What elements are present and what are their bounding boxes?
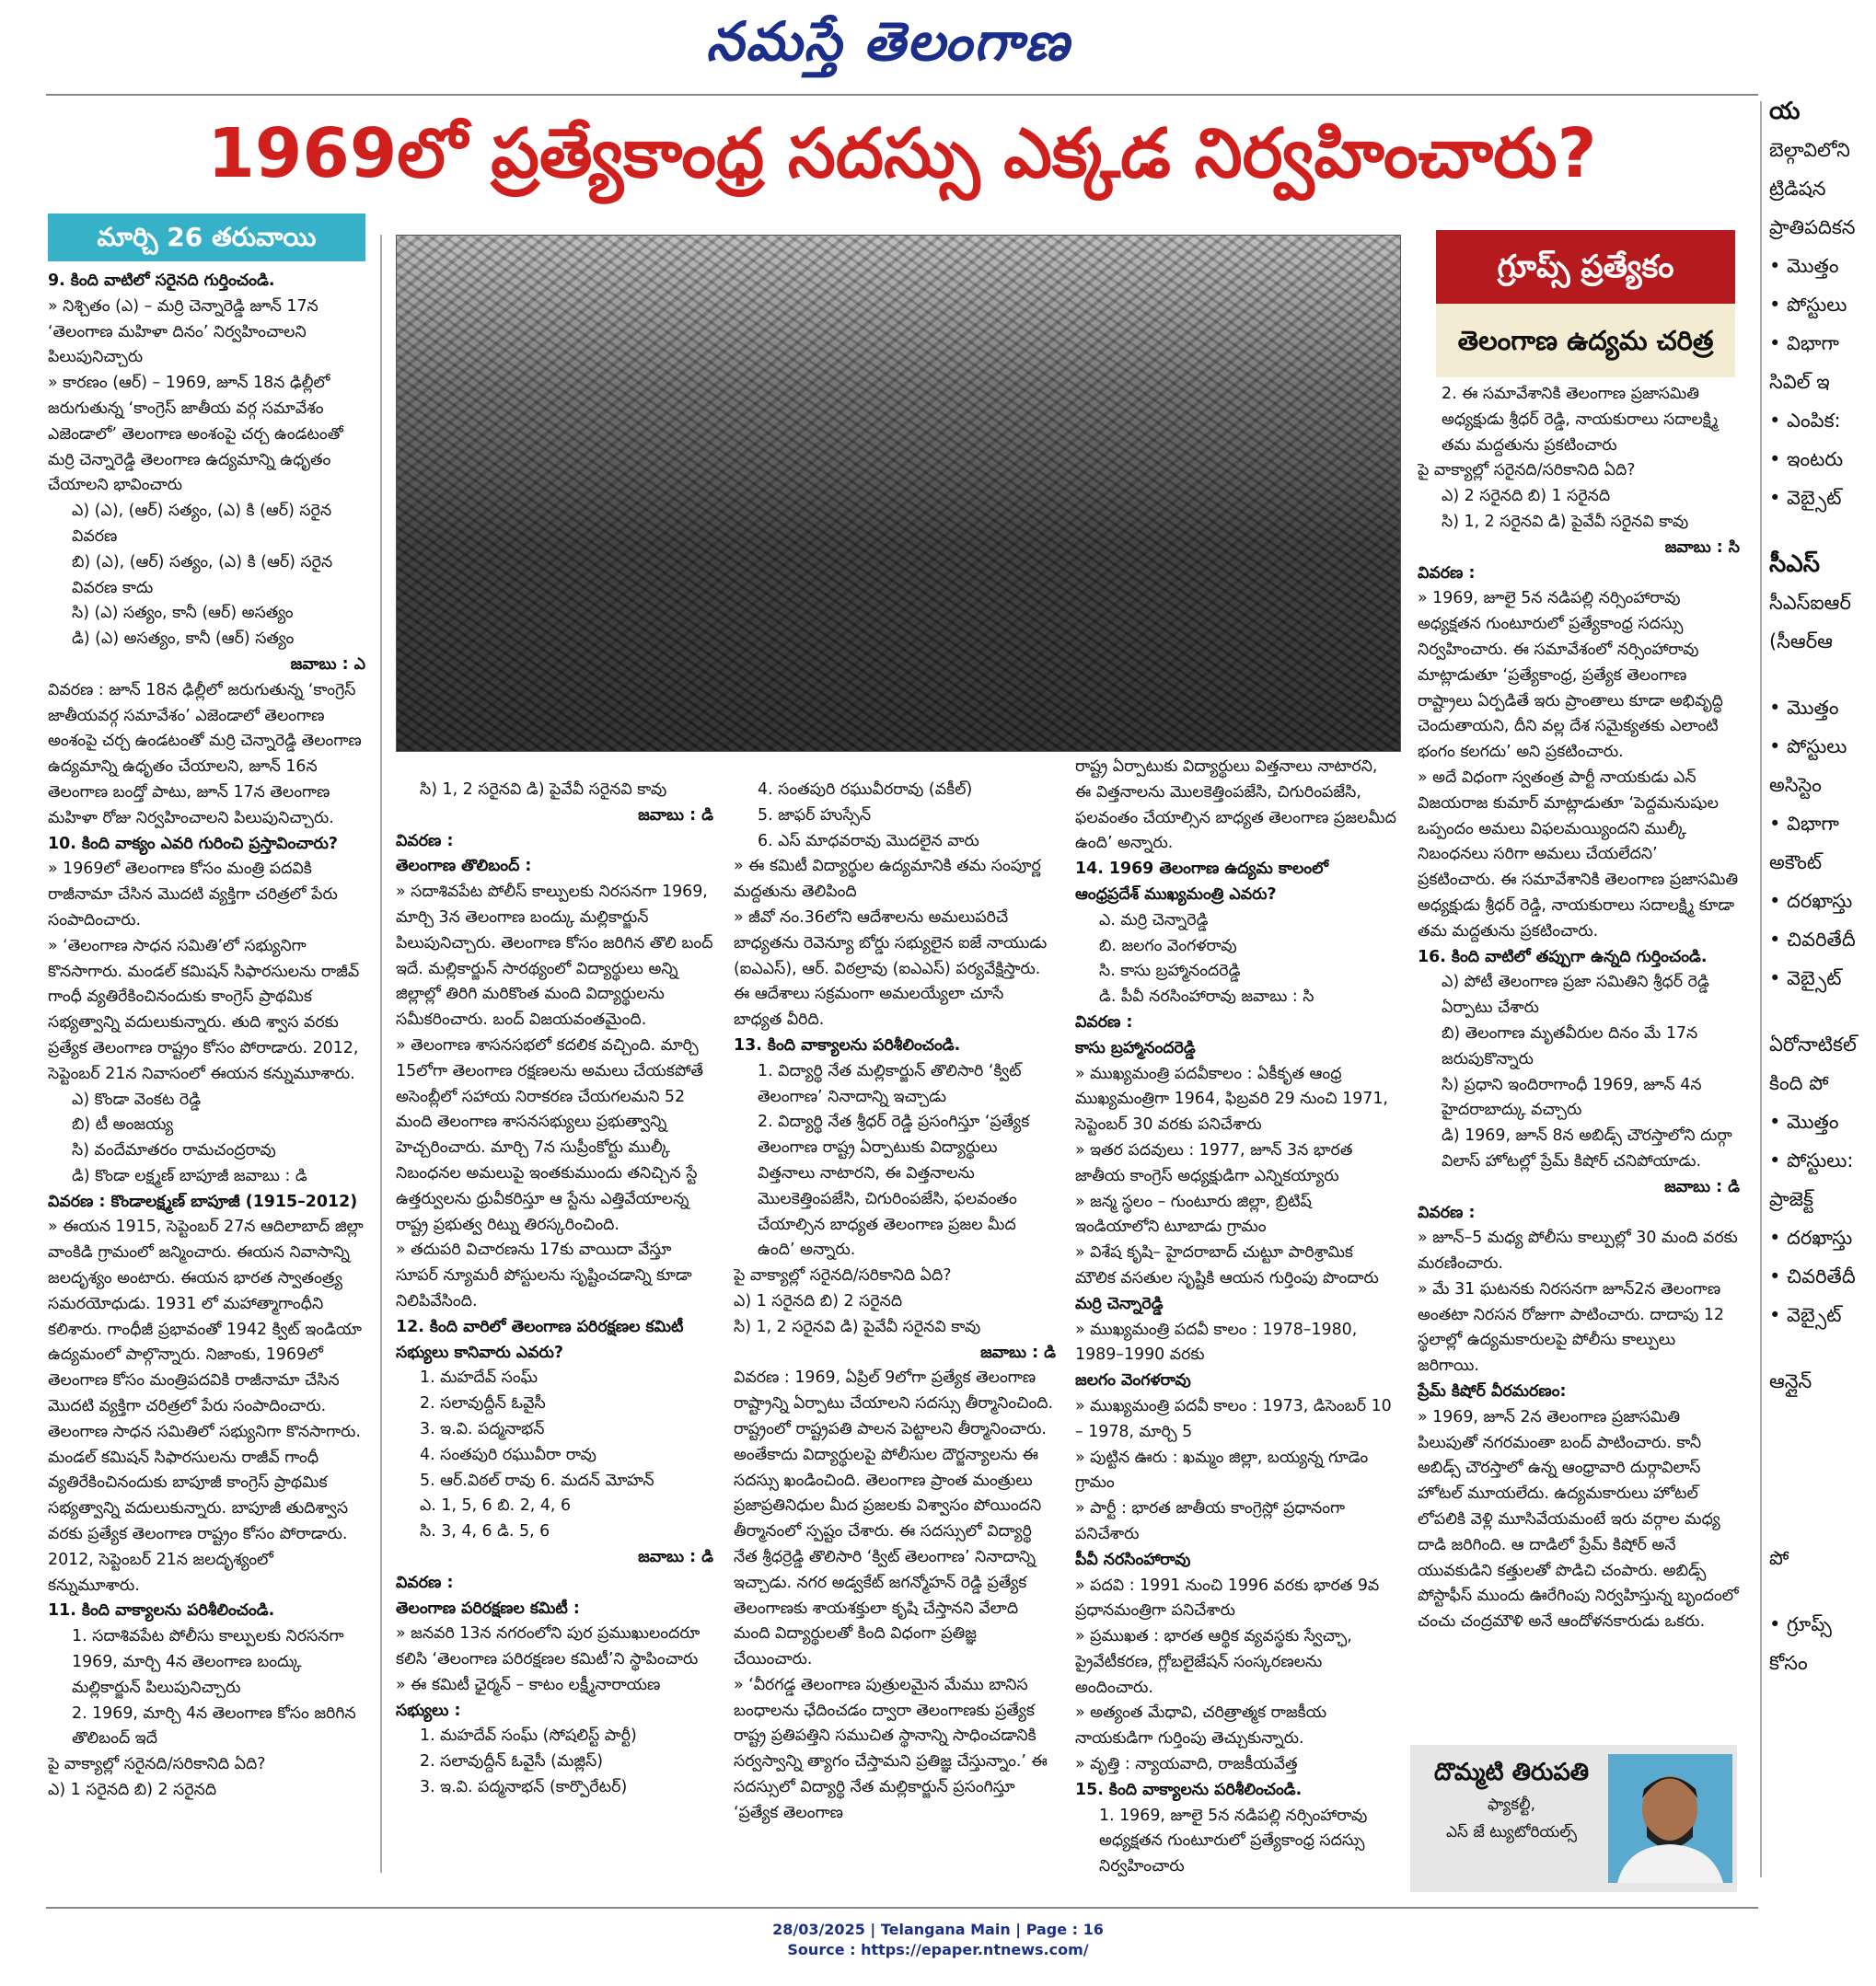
sidebar-line: • వెబ్సైట్ <box>1769 967 1842 989</box>
paragraph: » 1969లో తెలంగాణ కోసం మంత్రి పదవికి రాజీనామా చేసిన మొదటి వ్యక్తిగా చరిత్రలో పేరు సంపాదించారు. <box>48 860 338 929</box>
paragraph: వివరణ : <box>1075 1012 1133 1032</box>
sidebar-line: పో <box>1769 1547 1789 1569</box>
sidebar-line <box>1769 998 1876 1025</box>
sidebar-line: • విభాగా <box>1769 813 1839 835</box>
paragraph: 3. ఇ.వి. పద్మనాభన్ <box>420 1419 545 1438</box>
paragraph: » నిశ్చితం (ఎ) – మర్రి చెన్నారెడ్డి జూన్ 17న ‘తెలంగాణ మహిళా దినం’ నిర్వహించాలని పిలుపునిచ్చారు <box>48 296 318 367</box>
sidebar-line: కింది పో <box>1769 1072 1829 1094</box>
paragraph: డి) 1969, జూన్ 8న అబిడ్స్ చౌరస్తాలోని దుర్గా విలాస్ హోటల్లో ప్రేమ్ కిషోర్ చనిపోయాడు. <box>1442 1126 1732 1171</box>
paragraph: సి) ప్రధాని ఇందిరాగాంధీ 1969, జూన్ 4న హైదరాబాద్కు వచ్చారు <box>1442 1075 1702 1120</box>
paragraph: పై వాక్యాల్లో సరైనది/సరికానిది ఏది? <box>1418 461 1636 480</box>
sidebar-line: ప్రాజెక్ట్ <box>1769 1188 1813 1210</box>
sidebar-line <box>1769 1456 1876 1484</box>
sidebar-line: కోసం <box>1769 1652 1808 1674</box>
paragraph: 1. విద్యార్థి నేత మల్లికార్జున్ తొలిసారి ‘క్విట్ తెలంగాణ’ నినాదాన్ని ఇచ్చాడు <box>758 1061 1022 1106</box>
bottom-rule <box>46 1907 1758 1909</box>
paragraph: » ఈయన 1915, సెప్టెంబర్ 27న ఆదిలాబాద్ జిల్లా వాంకిడి గ్రామంలో జన్మించారు. ఈయన నివాసాన్ని జలదృశ్యం అంటారు. ఈయన భారత స్వాతంత్ర్య సమరయోధుడు. 1931 లో మహాత్మాగాంధీని కలిశారు. గాంధీజీ ప్రభావంతో 1942 క్విట్ ఇండియా ఉద్యమంలో పాల్గొన్నారు. నిజాంకు, 1969లో తెలంగాణ కోసం మంత్రిపదవికి రాజీనామా చేసిన మొదటి వ్యక్తిగా చరిత్రలో పేరు సంపాదించారు. తెలంగాణ సాధన సమితిలో సభ్యునిగా కొనసాగారు. మండల్ కమిషన్ సిఫారసులను రాజీవ్ గాంధీ వ్యతిరేకించినందుకు బాపూజీ కాంగ్రెస్ ప్రాథమిక సభ్యత్వాన్ని వదులుకున్నారు. బాపూజీ తుదిశ్వాస వరకు ప్రత్యేక తెలంగాణ రాష్ట్రం కోసం పోరాడారు. 2012, సెప్టెంబర్ 21న జలదృశ్యంలో కన్నుమూశారు. <box>48 1218 364 1595</box>
paragraph: మర్రి చెన్నారెడ్డి <box>1075 1294 1164 1313</box>
paragraph: » విశేష కృషి– హైదరాబాద్ చుట్టూ పారిశ్రామిక మౌలిక వసతుల సృష్టికి ఆయన గుర్తింపు పొందారు <box>1075 1243 1379 1287</box>
paragraph: 10. కింది వాక్యం ఎవరి గురించి ప్రస్తావించారు? <box>48 834 338 853</box>
headline: 1969లో ప్రత్యేకాంధ్ర సదస్సు ఎక్కడ నిర్వహించారు? <box>207 114 1597 193</box>
paragraph: 14. 1969 తెలంగాణ ఉద్యమ కాలంలో ఆంధ్రప్రదేశ్ ముఖ్యమంత్రి ఎవరు? <box>1075 860 1329 904</box>
paragraph: » ఈ కమిటీ విద్యార్థుల ఉద్యమానికి తమ సంపూర్ణ మద్దతును తెలిపింది <box>734 857 1041 902</box>
paragraph: » పదవి : 1991 నుంచి 1996 వరకు భారత 9వ ప్రధానమంత్రిగా పనిచేశారు <box>1075 1576 1380 1621</box>
paragraph: 1. మహదేవ్ సంఘ్ (సోషలిస్ట్ పార్టీ) <box>420 1726 637 1746</box>
sidebar-line: • చివరితేదీ <box>1769 929 1856 951</box>
paragraph: డి. పీవీ నరసింహారావు జవాబు : సి <box>1099 987 1314 1007</box>
paragraph: పై వాక్యాల్లో సరైనది/సరికానిది ఏది? <box>734 1266 952 1286</box>
footer-date-line: 28/03/2025 | Telangana Main | Page : 16 <box>772 1921 1104 1938</box>
column-2 <box>396 778 713 1882</box>
paragraph: » అత్యంత మేధావి, చరిత్రాత్మక రాజకీయ నాయకుడిగా గుర్తింపు తెచ్చుకున్నారు. <box>1075 1703 1327 1749</box>
sidebar-line: • మొత్తం <box>1769 697 1839 719</box>
paragraph: 5. జాఫర్ హుస్సేన్ <box>758 805 872 825</box>
paragraph: డి) (ఎ) అసత్యం, కానీ (ఆర్) సత్యం <box>72 629 295 649</box>
sidebar-line <box>1769 661 1876 688</box>
sidebar-line: • మొత్తం <box>1769 255 1839 277</box>
paragraph: బి) తెలంగాణ మృతవీరుల దినం మే 17న జరుపుకొన్నారు <box>1442 1023 1698 1068</box>
paragraph: తెలంగాణ తొలిబంద్ : <box>396 857 532 876</box>
author-photo <box>1608 1754 1732 1883</box>
paragraph: ఎ) 2 సరైనది బి) 1 సరైనది <box>1442 487 1611 506</box>
column-3 <box>734 778 1056 1882</box>
sidebar-line: • దరఖాస్తు <box>1769 890 1853 912</box>
paragraph: » ‘వీరగడ్డ తెలంగాణ పుత్రులమైన మేము బానిస బంధాలను ఛేదించడం ద్వారా తెలంగాణకు ప్రత్యేక రాష్ట్ర ప్రతిపత్తిని సముచిత స్థానాన్ని సాధించడానికి సర్వస్వాన్ని త్యాగం చేస్తామని ప్రతిజ్ఞ చేస్తున్నాం.’ ఈ సదస్సులో విద్యార్థి నేత మల్లికార్జున్ ప్రసంగిస్తూ ‘ప్రత్యేక తెలంగాణ <box>734 1675 1048 1822</box>
paragraph: సి) 1, 2 సరైనవి డి) పైవేవీ సరైనవి కావు <box>420 780 667 799</box>
continuation-label: మార్చి 26 తరువాయి <box>48 214 365 261</box>
section-title: తెలంగాణ ఉద్యమ చరిత్ర <box>1436 304 1735 377</box>
paragraph: ఎ. 1, 5, 6 బి. 2, 4, 6 <box>420 1496 572 1516</box>
masthead <box>0 0 1777 83</box>
paragraph: 2. సలావుద్దీన్ ఓవైసీ <box>420 1394 546 1414</box>
sidebar-line: ఏరోనాటికల్ <box>1769 1033 1857 1056</box>
paragraph: ఎ) పోటీ తెలంగాణ ప్రజా సమితిని శ్రీధర్ రెడ్డి ఏర్పాటు చేశారు <box>1442 973 1709 1018</box>
sidebar-line: • వెబ్సైట్ <box>1769 487 1842 509</box>
paragraph: పై వాక్యాల్లో సరైనది/సరికానిది ఏది? <box>48 1755 266 1774</box>
paragraph: 11. కింది వాక్యాలను పరిశీలించండి. <box>48 1601 275 1621</box>
sidebar-line: • ఇంటరు <box>1769 448 1844 470</box>
paragraph: 6. ఎస్ మాధవరావు మొదలైన వారు <box>758 831 979 850</box>
paragraph: » 1969, జూన్ 2న తెలంగాణ ప్రజాసమితి పిలుపుతో నగరమంతా బంద్ పాటించారు. కానీ అబిడ్స్ చౌరస్తాలో ఉన్న ఆంధ్రావారి దుర్గావిలాస్ హోటల్ మూయలేదు. ఉద్యమకారులు హోటల్ లోపలికి వెళ్లి మూసివేయమంటే ఇరు వర్గాల మధ్య దాడి జరిగింది. ఆ దాడిలో ప్రేమ్ కిషోర్ అనే యువకుడిని కత్తులతో పొడిచి చంపారు. అబిడ్స్ పోస్టాఫీస్ ముందు ఊరేగింపు నిర్వహిస్తున్న బృందంలో చంచు చంద్రమౌళి అనే ఆందోళనకారుడు ఒకరు. <box>1418 1407 1739 1632</box>
sidebar-line: • వెబ్సైట్ <box>1769 1304 1842 1326</box>
sidebar-line: సివిల్ ఇ <box>1769 371 1830 393</box>
paragraph: సి) వందేమాతరం రామచంద్రరావు <box>72 1141 276 1160</box>
sidebar-line: బెల్గావిలోని <box>1769 139 1850 161</box>
paragraph: 2. సలావుద్దీన్ ఓవైసీ (మజ్లిస్) <box>420 1752 604 1772</box>
author-name: దొమ్మటి తిరుపతి <box>1433 1759 1590 1786</box>
paragraph: వివరణ : <box>1418 1203 1476 1222</box>
paragraph: » వృత్తి : న్యాయవాది, రాజకీయవేత్త <box>1075 1755 1298 1774</box>
paragraph: » అదే విధంగా స్వతంత్ర పార్టీ నాయకుడు ఎన్ విజయరాజ కుమార్ మాట్లాడుతూ ‘పెద్దమనుషుల ఒప్పందం అమలు విఫలమయ్యిందని ముల్కీ నిబంధనలు సరిగా అమలు చేయలేదని’ ప్రకటించారు. ఈ సమావేశానికి తెలంగాణ ప్రజాసమితి అధ్యక్షుడు శ్రీధర్ రెడ్డి, నాయకురాలు సదాలక్ష్మి కూడా తమ మద్దతును ప్రకటించారు. <box>1418 768 1739 941</box>
paragraph: 13. కింది వాక్యాలను పరిశీలించండి. <box>734 1035 961 1055</box>
paragraph: » ముఖ్యమంత్రి పదవీకాలం : ఏకీకృత ఆంధ్ర ముఖ్యమంత్రిగా 1964, ఫిబ్రవరి 29 నుంచి 1971, సెప్టెంబర్ 30 వరకు పనిచేశారు <box>1075 1064 1388 1135</box>
paragraph: జవాబు : డి <box>980 1343 1056 1362</box>
sidebar-line: అసిస్టెం <box>1769 774 1822 796</box>
sidebar-line: • పోస్టులు <box>1769 735 1847 757</box>
paragraph: జలగం వెంగళరావు <box>1075 1371 1191 1391</box>
column-divider <box>380 235 382 1873</box>
paragraph: ఎ. మర్రి చెన్నారెడ్డి <box>1099 910 1209 929</box>
sidebar-line: • గ్రూప్స్ <box>1769 1613 1832 1635</box>
paragraph: » ముఖ్యమంత్రి పదవీ కాలం : 1973, డిసెంబర్ 10 – 1978, మార్చి 5 <box>1075 1396 1392 1441</box>
author-box <box>1410 1745 1737 1892</box>
footer-source-link[interactable]: Source : https://epaper.ntnews.com/ <box>787 1941 1089 1958</box>
paragraph: తెలంగాణ పరిరక్షణల కమిటీ : <box>396 1599 580 1618</box>
paragraph: » ఈ కమిటీ ఛైర్మన్ – కాటం లక్ష్మీనారాయణ <box>396 1675 661 1694</box>
paragraph: బి) టీ అంజయ్య <box>72 1115 174 1135</box>
paragraph: » జనవరి 13న నగరంలోని పుర ప్రముఖులందరూ కలిసి ‘తెలంగాణ పరిరక్షణల కమిటీ’ని స్థాపించారు <box>396 1624 701 1669</box>
paragraph: సి) 1, 2 సరైనవి డి) పైవేవీ సరైనవి కావు <box>1442 512 1689 531</box>
column-1 <box>48 269 365 1852</box>
sidebar-line: ప్రాతిపదికన <box>1769 216 1856 238</box>
paragraph: 12. కింది వారిలో తెలంగాణ పరిరక్షణల కమిటీ సభ్యులు కానివారు ఎవరు? <box>396 1317 684 1362</box>
paragraph: » జూన్–5 మధ్య పోలీసు కాల్పుల్లో 30 మంది వరకు మరణించారు. <box>1418 1229 1738 1274</box>
paragraph: 2. ఈ సమావేశానికి తెలంగాణ ప్రజాసమితి అధ్యక్షుడు శ్రీధర్ రెడ్డి, నాయకురాలు సదాలక్ష్మి తమ మద్దతును ప్రకటించారు <box>1442 385 1719 455</box>
sidebar-line: సీఎస్ <box>1769 550 1820 578</box>
sidebar-line: • ఎంపిక: <box>1769 410 1841 432</box>
paragraph: 4. సంతపురి రఘువీరా రావు <box>420 1445 596 1464</box>
sidebar-line <box>1769 517 1876 545</box>
paragraph: వివరణ : <box>396 1573 454 1592</box>
paragraph: జవాబు : సి <box>1664 537 1740 557</box>
paragraph: » జన్మ స్థలం – గుంటూరు జిల్లా, బ్రిటిష్ ఇండియాలోని టూబాడు గ్రామం <box>1075 1192 1312 1237</box>
paragraph: 16. కింది వాటిలో తప్పుగా ఉన్నది గుర్తించండి. <box>1418 947 1708 966</box>
sidebar-line: ట్రిడిషన <box>1769 178 1826 200</box>
rally-photo <box>396 235 1401 752</box>
sidebar-line <box>1769 1334 1876 1362</box>
paragraph: జవాబు : డి <box>638 805 713 825</box>
sidebar-line: య <box>1769 98 1801 125</box>
paragraph: కాసు బ్రహ్మానందరెడ్డి <box>1075 1038 1196 1057</box>
author-org: ఎస్ జే ట్యుటోరియల్స్ <box>1445 1823 1578 1842</box>
sidebar-line <box>1769 1511 1876 1539</box>
sidebar-line: (సీఆర్ఆ <box>1769 630 1833 652</box>
author-text <box>1419 1754 1604 1846</box>
paragraph: వివరణ : కొండాలక్ష్మణ్ బాపూజీ (1915–2012) <box>48 1192 358 1211</box>
paragraph: » పుట్టిన ఊరు : ఖమ్మం జిల్లా, బయ్యన్న గూడెం గ్రామం <box>1075 1448 1369 1493</box>
paragraph: పీవీ నరసింహారావు <box>1075 1550 1191 1569</box>
paragraph: 3. ఇ.వి. పద్మనాభన్ (కార్పొరేటర్) <box>420 1778 628 1797</box>
paragraph: 2. విద్యార్థి నేత శ్రీధర్ రెడ్డి ప్రసంగిస్తూ ‘ప్రత్యేక తెలంగాణ రాష్ట్ర ఏర్పాటుకు విద్యార్థులు విత్తనాలు నాటారని, ఈ విత్తనాలను మొలకెత్తింపజేసి, చిగురింపజేసి, ఫలవంతం చేయాల్సిన బాధ్యత తెలంగాణ ప్రజల మీద ఉంది’ అన్నారు. <box>758 1113 1030 1260</box>
paragraph: జవాబు : ఎ <box>290 654 365 674</box>
paragraph: సి) (ఎ) సత్యం, కానీ (ఆర్) అసత్యం <box>72 604 294 623</box>
sidebar-line: • పోస్టులు <box>1769 294 1847 316</box>
column-5 <box>1418 382 1740 1735</box>
paragraph: సి. 3, 4, 6 డి. 5, 6 <box>420 1522 550 1541</box>
paragraph: 1. సదాశివపేట పోలీసు కాల్పులకు నిరసనగా 1969, మార్చి 4న తెలంగాణ బంద్కు మల్లికార్జున్ పిలుపునిచ్చారు <box>72 1627 344 1697</box>
paragraph: వివరణ : <box>1418 563 1476 583</box>
top-rule <box>46 94 1758 96</box>
paragraph: » మే 31 ఘటనకు నిరసనగా జూన్2న తెలంగాణ అంతటా నిరసన రోజుగా పాటించారు. దాదాపు 12 స్థలాల్లో ఉద్యమకారులపై పోలీసు కాల్పులు జరిగాయి. <box>1418 1279 1724 1376</box>
paragraph: » పార్టీ : భారత జాతీయ కాంగ్రెస్లో ప్రధానంగా పనిచేశారు <box>1075 1499 1346 1543</box>
paragraph: » ఇతర పదవులు : 1977, జూన్ 3న భారత జాతీయ కాంగ్రెస్ అధ్యక్షుడిగా ఎన్నికయ్యారు <box>1075 1140 1353 1185</box>
paragraph: ఎ) (ఎ), (ఆర్) సత్యం, (ఎ) కి (ఆర్) సరైన వివరణ <box>72 502 332 546</box>
paragraph: 1. 1969, జూలై 5న నడిపల్లి నర్సింహారావు అధ్యక్షతన గుంటూరులో ప్రత్యేకాంధ్ర సదస్సు నిర్వహించారు <box>1099 1806 1368 1876</box>
paragraph: ప్రేమ్ కిషోర్ వీరమరణం: <box>1418 1382 1567 1402</box>
paragraph: » ముఖ్యమంత్రి పదవీ కాలం : 1978–1980, 1989–1990 వరకు <box>1075 1320 1358 1365</box>
author-role: ఫ్యాకల్టీ, <box>1487 1795 1536 1814</box>
sidebar-line: • పోస్టులు: <box>1769 1149 1854 1172</box>
sidebar-line: • మొత్తం <box>1769 1111 1839 1133</box>
paragraph: బి. జలగం వెంగళరావు <box>1099 936 1237 955</box>
column-4 <box>1075 755 1397 1882</box>
paragraph: ఎ) 1 సరైనది బి) 2 సరైనది <box>734 1291 903 1311</box>
paragraph: సి) 1, 2 సరైనవి డి) పైవేవీ సరైనవి కావు <box>734 1317 981 1336</box>
paragraph: 9. కింది వాటిలో సరైనది గుర్తించండి. <box>48 271 275 290</box>
sidebar-line: • చివరితేదీ <box>1769 1265 1856 1287</box>
sidebar-line <box>1769 1401 1876 1428</box>
paragraph: » 1969, జూలై 5న నడిపల్లి నర్సింహారావు అధ్యక్షతన గుంటూరులో ప్రత్యేకాంధ్ర సదస్సు నిర్వహించారు. ఈ సమావేశంలో నర్సింహారావు మాట్లాడుతూ ‘ప్రత్యేకాంధ్ర, ప్రత్యేక తెలంగాణ రాష్ట్రాలు ఏర్పడితే ఇరు ప్రాంతాలు కూడా అభివృద్ధి చెందుతాయని, దీని వల్ల దేశ సమైక్యతకు ఎలాంటి భంగం కలగదు’ అని ప్రకటించారు. <box>1418 589 1723 762</box>
paragraph: » ప్రముఖత : భారత ఆర్థిక వ్యవస్థకు స్వేచ్ఛా, ప్రైవేటీకరణ, గ్లోబలైజేషన్ సంస్కరణలను అందించారు. <box>1075 1627 1352 1697</box>
paragraph: ఎ) కొండా వెంకట రెడ్డి <box>72 1090 202 1109</box>
sidebar-divider <box>1760 101 1762 1877</box>
sidebar-line: సీఎస్ఐఆర్ <box>1769 592 1851 614</box>
paragraph: » కారణం (ఆర్) – 1969, జూన్ 18న ఢిల్లీలో జరుగుతున్న ‘కాంగ్రెస్ జాతీయ వర్గ సమావేశం ఎజెండాలో’ తెలంగాణ అంశంపై చర్చ ఉండటంతో మర్రి చెన్నారెడ్డి తెలంగాణ ఉద్యమాన్ని ఉధృతం చేయాలని భావించారు <box>48 374 343 495</box>
paragraph: రాష్ట్ర ఏర్పాటుకు విద్యార్థులు విత్తనాలు నాటారని, ఈ విత్తనాలను మొలకెత్తింపజేసి, చిగురింపజేసి, ఫలవంతం చేయాల్సిన బాధ్యత తెలంగాణ ప్రజలమీద ఉంది’ అన్నారు. <box>1075 757 1396 853</box>
paragraph: వివరణ : 1969, ఏప్రిల్ 9లోగా ప్రత్యేక తెలంగాణ రాష్ట్రాన్ని ఏర్పాటు చేయాలని సదస్సు తీర్మానించింది. రాష్ట్రంలో రాష్ట్రపతి పాలన పెట్టాలని తీర్మానించారు. అంతేకాదు విద్యార్థులపై పోలీసుల దౌర్జన్యాలను ఈ సదస్సు ఖండించింది. తెలంగాణ ప్రాంత మంత్రులు ప్రజాప్రతినిధుల మీద ప్రజలకు విశ్వాసం పోయిందని తీర్మానంలో స్పష్టం చేశారు. ఈ సదస్సులో విద్యార్థి నేత శ్రీధర్రెడ్డి తొలిసారి ‘క్విట్ తెలంగాణ’ నినాదాన్ని ఇచ్చాడు. నగర అడ్వకేట్ జగన్మోహన్ రెడ్డి ప్రత్యేక తెలంగాణకు శాయశక్తులా కృషి చేస్తానని వేలాది మంది విద్యార్థులతో కింది విధంగా ప్రతిజ్ఞ చేయించారు. <box>734 1368 1054 1669</box>
sidebar-line: • విభాగా <box>1769 332 1839 354</box>
paragraph: జవాబు : డి <box>1664 1177 1740 1196</box>
paragraph: బి) (ఎ), (ఆర్) సత్యం, (ఎ) కి (ఆర్) సరైన వివరణ కాదు <box>72 552 333 597</box>
footer <box>0 1920 1876 1960</box>
paragraph: » తెలంగాణ శాసనసభలో కదలిక వచ్చింది. మార్చి 15లోగా తెలంగాణ రక్షణలను అమలు చేయకపోతే అసెంబ్లీలో సహాయ నిరాకరణ చేయగలమని 52 మంది తెలంగాణ శాసనసభ్యులు ప్రభుత్వాన్ని హెచ్చరించారు. మార్చి 7న సుప్రీంకోర్టు ముల్కీ నిబంధనల అమలుపై ఇంతకుముందు తనిచ్చిన స్టే ఉత్తర్వులను ధ్రువీకరిస్తూ ఆ స్టేను ఎత్తివేయాలన్న రాష్ట్ర ప్రభుత్వ రిట్ను తిరస్కరించింది. <box>396 1035 704 1234</box>
sidebar-line: అకౌంట్ <box>1769 851 1823 873</box>
groups-special-banner: గ్రూప్స్ ప్రత్యేకం <box>1436 230 1735 304</box>
paragraph: ఎ) 1 సరైనది బి) 2 సరైనది <box>48 1781 217 1800</box>
paragraph: వివరణ : జూన్ 18న ఢిల్లీలో జరుగుతున్న ‘కాంగ్రెస్ జాతీయవర్గ సమావేశం’ ఎజెండాలో తెలంగాణ అంశంపై చర్చ ఉండటంతో మర్రి చెన్నారెడ్డి తెలంగాణ ఉద్యమాన్ని ఉధృతం చేయాలని, జూన్ 16న తెలంగాణ బంద్తో పాటు, జూన్ 17న తెలంగాణ మహిళా రోజు నిర్వహించాలని పిలుపునిచ్చారు. <box>48 680 362 827</box>
paragraph: 1. మహదేవ్ సంఘ్ <box>420 1368 538 1388</box>
paragraph: » ‘తెలంగాణ సాధన సమితి’లో సభ్యునిగా కొనసాగారు. మండల్ కమిషన్ సిఫారసులను రాజీవ్ గాంధీ వ్యతిరేకించినందుకు కాంగ్రెస్ ప్రాథమిక సభ్యత్వాన్ని వదులుకున్నారు. తుది శ్వాస వరకు ప్రత్యేక తెలంగాణ రాష్ట్రం కోసం పోరాడారు. 2012, సెప్టెంబర్ 21న నివాసంలో ఈయన కన్నుమూశారు. <box>48 936 360 1083</box>
paragraph: సభ్యులు : <box>396 1701 461 1720</box>
paragraph: 15. కింది వాక్యాలను పరిశీలించండి. <box>1075 1780 1303 1799</box>
sidebar-line <box>1769 1484 1876 1511</box>
paragraph: వివరణ : <box>396 831 454 850</box>
paragraph: 4. సంతపురి రఘువీరరావు (వకీల్) <box>758 780 973 799</box>
paragraph: 5. ఆర్.విఠల్ రావు 6. మదన్ మోహన్ <box>420 1471 654 1490</box>
author-portrait-icon <box>1608 1754 1732 1883</box>
paragraph: » తదుపరి విచారణను 17కు వాయిదా వేస్తూ సూపర్ న్యూమరీ పోస్టులను సృష్టించడాన్ని కూడా నిలిపివేసింది. <box>396 1241 692 1311</box>
paragraph: సి. కాసు బ్రహ్మానందరెడ్డి <box>1099 962 1241 981</box>
paragraph: » జీవో నం.36లోని ఆదేశాలను అమలుపరిచే బాధ్యతను రెవెన్యూ బోర్డు సభ్యులైన ఐజే నాయుడు (ఐఎఎస్), ఆర్. విఠల్రావు (ఐఎఎస్) పర్యవేక్షిస్తారు. ఈ ఆదేశాలు సక్రమంగా అమలయ్యేలా చూసే బాధ్యత వీరిది. <box>734 907 1048 1030</box>
paragraph: 2. 1969, మార్చి 4న తెలంగాణ కోసం జరిగిన తొలిబంద్ ఇదే <box>72 1703 356 1749</box>
masthead-logo: నమస్తే తెలంగాణ <box>706 10 1071 73</box>
sidebar-line <box>1769 1428 1876 1456</box>
paragraph: » సదాశివపేట పోలీస్ కాల్పులకు నిరసనగా 1969, మార్చి 3న తెలంగాణ బంద్కు మల్లికార్జున్ పిలుపునిచ్చారు. తెలంగాణ కోసం జరిగిన తొలి బంద్ ఇదే. మల్లికార్జున్ సారథ్యంలో విద్యార్థులు అన్ని జిల్లాల్లో తిరిగి మరికొంత మంది విద్యార్థులను సమీకరించారు. బంద్ విజయవంతమైంది. <box>396 883 713 1030</box>
paragraph: జవాబు : డి <box>638 1547 713 1566</box>
jobs-sidebar <box>1769 92 1876 1896</box>
sidebar-line <box>1769 1577 1876 1605</box>
sidebar-line: ఆన్లైన్ <box>1769 1370 1812 1392</box>
sidebar-line: • దరఖాస్తు <box>1769 1227 1853 1249</box>
paragraph: డి) కొండా లక్ష్మణ్ బాపూజీ జవాబు : డి <box>72 1166 307 1185</box>
